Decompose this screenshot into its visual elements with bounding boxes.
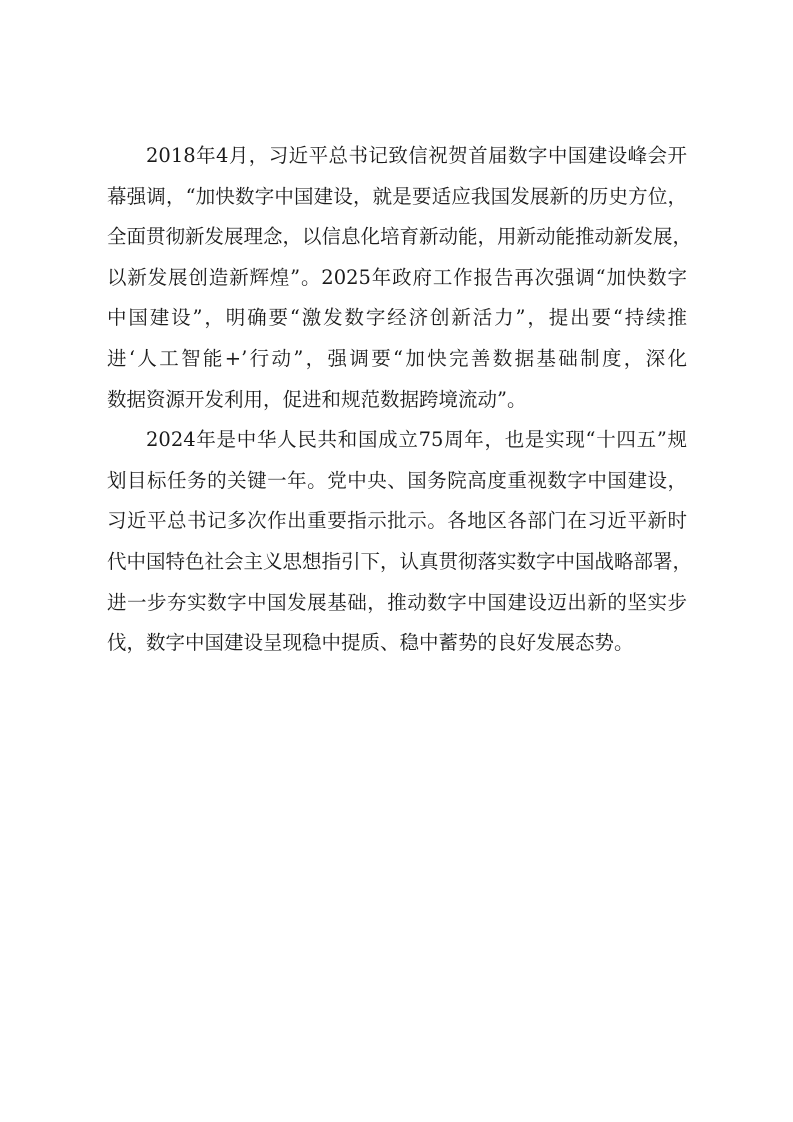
paragraph-2 bbox=[107, 420, 693, 664]
paragraph-line: 2024年是中华人民共和国成立75周年，也是实现“十四五”规 bbox=[146, 428, 687, 452]
paragraph-line: 划目标任务的关键一年。党中央、国务院高度重视数字中国建设， bbox=[107, 468, 687, 492]
document-body bbox=[107, 136, 693, 664]
paragraph-line: 习近平总书记多次作出重要指示批示。各地区各部门在习近平新时 bbox=[107, 509, 687, 533]
paragraph-line: 中国建设”，明确要“激发数字经济创新活力”，提出要“持续推 bbox=[107, 306, 687, 330]
paragraph-line: 2018年4月，习近平总书记致信祝贺首届数字中国建设峰会开 bbox=[146, 144, 687, 167]
paragraph-line: 幕强调，“加快数字中国建设，就是要适应我国发展新的历史方位， bbox=[107, 184, 687, 208]
paragraph-line: 进‘人工智能+’行动”，强调要“加快完善数据基础制度，深化 bbox=[107, 346, 687, 370]
paragraph-line: 数据资源开发利用，促进和规范数据跨境流动”。 bbox=[107, 387, 527, 411]
paragraph-line: 代中国特色社会主义思想指引下，认真贯彻落实数字中国战略部署， bbox=[107, 549, 693, 573]
paragraph-line: 以新发展创造新辉煌”。2025年政府工作报告再次强调“加快数字 bbox=[107, 265, 687, 289]
paragraph-line: 伐，数字中国建设呈现稳中提质、稳中蓄势的良好发展态势。 bbox=[107, 631, 634, 655]
paragraph-line: 全面贯彻新发展理念，以信息化培育新动能，用新动能推动新发展， bbox=[107, 225, 693, 249]
paragraph-1 bbox=[107, 136, 693, 420]
paragraph-line: 进一步夯实数字中国发展基础，推动数字中国建设迈出新的坚实步 bbox=[107, 590, 687, 614]
